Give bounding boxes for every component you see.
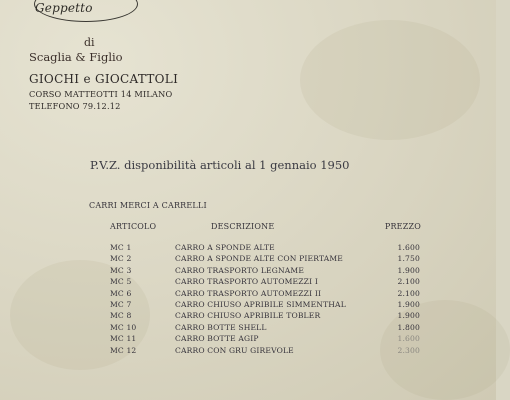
table-row	[0, 277, 496, 288]
article-price: 1.900	[397, 311, 420, 321]
article-description: CARRO CON GRU GIREVOLE	[175, 345, 294, 355]
table-row	[0, 254, 496, 265]
paper-stain	[300, 20, 480, 140]
article-description: CARRO BOTTE SHELL	[175, 322, 267, 332]
column-header-price: PREZZO	[384, 222, 421, 231]
column-header-article: ARTICOLO	[110, 222, 157, 231]
article-code: MC 6	[110, 288, 132, 298]
table-row	[0, 266, 496, 277]
article-description: CARRO TRASPORTO AUTOMEZZI II	[175, 288, 322, 298]
section-title: CARRI MERCI A CARRELLI	[89, 201, 207, 210]
logo-text: Geppetto	[35, 1, 93, 15]
article-code: MC 7	[110, 299, 132, 309]
article-description: CARRO TRASPORTO LEGNAME	[175, 265, 305, 275]
company-name: Scaglia & Figlio	[29, 50, 123, 64]
article-code: MC 11	[110, 334, 137, 344]
column-header-description: DESCRIZIONE	[211, 222, 275, 231]
article-table	[0, 243, 496, 357]
company-title: GIOCHI e GIOCATTOLI	[29, 72, 179, 86]
article-code: MC 8	[110, 311, 132, 321]
article-price: 2.300	[397, 345, 420, 355]
article-description: CARRO BOTTE AGIP	[175, 334, 259, 344]
article-description: CARRO TRASPORTO AUTOMEZZI I	[175, 277, 318, 287]
article-description: CARRO A SPONDE ALTE CON PIERTAME	[175, 254, 344, 264]
article-code: MC 5	[110, 277, 132, 287]
article-price: 2.100	[397, 277, 420, 287]
table-row	[0, 346, 496, 357]
article-price: 1.750	[397, 254, 420, 264]
article-price: 1.900	[397, 299, 420, 309]
table-row	[0, 323, 496, 334]
letterhead-di: di	[84, 36, 95, 49]
article-description: CARRO CHIUSO APRIBILE TOBLER	[175, 311, 321, 321]
company-telephone: TELEFONO 79.12.12	[29, 101, 121, 111]
article-price: 1.900	[397, 265, 420, 275]
article-code: MC 10	[110, 322, 137, 332]
article-price: 1.800	[397, 322, 420, 332]
article-description: CARRO CHIUSO APRIBILE SIMMENTHAL	[175, 299, 346, 309]
document-heading: P.V.Z. disponibilità articoli al 1 gennaio 1950	[90, 158, 350, 172]
article-code: MC 1	[110, 243, 132, 252]
article-code: MC 3	[110, 265, 132, 275]
table-row	[0, 243, 496, 254]
table-row	[0, 311, 496, 322]
company-logo	[34, 0, 138, 22]
company-address: CORSO MATTEOTTI 14 MILANO	[29, 89, 173, 99]
article-code: MC 2	[110, 254, 132, 264]
article-price: 2.100	[397, 288, 420, 298]
article-description: CARRO A SPONDE ALTE	[175, 243, 275, 252]
table-row	[0, 289, 496, 300]
article-code: MC 12	[110, 345, 137, 355]
table-row	[0, 334, 496, 345]
article-price: 1.600	[397, 243, 420, 252]
article-price: 1.600	[397, 334, 420, 344]
table-row	[0, 300, 496, 311]
